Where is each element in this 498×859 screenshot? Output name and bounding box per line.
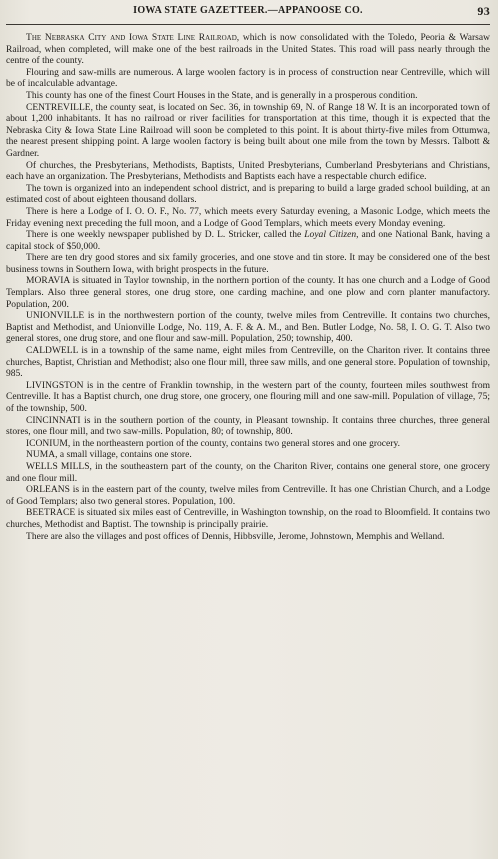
page-header: [6, 4, 490, 18]
paragraph-text: is situated six miles east of Centreville, in Washington township, on the road to Bloomfield. It contains two churches, Methodist and Baptist. The township is principally prairie.: [6, 508, 490, 530]
paragraph-text: in the northeastern portion of the county, contains two general stores and one grocery.: [70, 438, 400, 449]
paragraph-text: The town is organized into an independent school district, and is preparing to build a large graded school building, at an estimated cost of about eighteen thousand dollars.: [6, 183, 490, 206]
paragraph-text: is situated in Taylor township, in the northern portion of the county. It has one church and a Lodge of Good Templars. Also three general stores, one drug store, one carding machine, and one plow and corn planter manufactory. Population, 200.: [6, 276, 490, 310]
paragraph: [6, 103, 490, 161]
paragraph-text: Flouring and saw-mills are numerous. A large woolen factory is in process of construction near Centreville, which will be of incalculable advantage.: [6, 67, 490, 90]
paragraph: [6, 184, 490, 207]
paragraph: [6, 439, 490, 451]
paragraph: [6, 416, 490, 439]
paragraph-text: There are ten dry good stores and six family groceries, and one stove and tin store. It may be considered one of the best business towns in Southern Iowa, with bright prospects in the future.: [6, 253, 490, 275]
paragraph: [6, 276, 490, 311]
newspaper-title: Loyal Citizen: [304, 230, 357, 241]
paragraph-text: There is one weekly newspaper published by D. L. Stricker, called the: [26, 230, 305, 241]
paragraph: [6, 381, 490, 416]
paragraph-text: Of churches, the Presbyterians, Methodists, Baptists, United Presbyterians, Cumberland Presbyterians and Christians, each have an organization. The Presbyterians, Methodists and Baptists each have a respectable church edifice.: [6, 160, 490, 183]
paragraph-text: which is now consolidated with the Toledo, Peoria & Warsaw Railroad, when completed, will make one of the best railroads in the United States. This road will pass nearly through the centre of the county.: [6, 33, 490, 67]
place-name: BEETRACE: [26, 508, 76, 519]
running-title: IOWA STATE GAZETTEER.—APPANOOSE CO.: [133, 5, 363, 16]
paragraph: [6, 207, 490, 230]
paragraph: [6, 253, 490, 276]
place-name: WELLS MILLS,: [26, 461, 92, 472]
header-rule: [6, 24, 490, 25]
paragraph: [6, 68, 490, 91]
paragraph-text: There is here a Lodge of I. O. O. F., No. 77, which meets every Saturday evening, a Masonic Lodge, which meets the Friday evening next preceding the full moon, and a Lodge of Good Templars, which meets every Monday evening.: [6, 206, 490, 229]
paragraph: [6, 508, 490, 531]
place-name: CALDWELL: [26, 346, 79, 357]
paragraph: [6, 161, 490, 184]
place-name: CENTREVILLE,: [26, 102, 93, 113]
paragraph: [6, 230, 490, 253]
paragraph: [6, 91, 490, 103]
paragraph-text: is in the centre of Franklin township, in the western part of the county, fourteen miles southwest from Centreville. It has a Baptist church, one drug store, one grocery, one flouring mill and one saw-mill. Population of village, 75; of the township, 500.: [6, 380, 490, 414]
paragraph-text: is in the northwestern portion of the county, twelve miles from Centreville. It contains two churches, Baptist and Methodist, and Unionville Lodge, No. 119, A. F. & A. M., and Ben. Butler Lodge, No. 58, I. O. G. T. Also two general stores, one drug store, and one flour and saw-mill. Population, 250; township, 400.: [6, 311, 490, 345]
paragraph: [6, 311, 490, 346]
place-name: CINCINNATI: [26, 415, 81, 426]
paragraph: [6, 450, 490, 462]
place-name: LIVINGSTON: [26, 380, 84, 391]
paragraph-text: There are also the villages and post offices of Dennis, Hibbsville, Jerome, Johnstown, Memphis and Welland.: [26, 531, 445, 542]
place-name: The Nebraska City and Iowa State Line Railroad,: [26, 33, 240, 43]
place-name: NUMA,: [26, 450, 58, 461]
paragraph: [6, 346, 490, 381]
place-name: ICONIUM,: [26, 438, 71, 449]
paragraph-text: This county has one of the finest Court Houses in the State, and is generally in a prosperous condition.: [26, 90, 418, 101]
paragraph-text: is in the southern portion of the county, in Pleasant township. It contains three churches, three general stores, one flour mill, and two saw-mills. Population, 80; of township, 800.: [6, 415, 490, 438]
place-name: MORAVIA: [26, 276, 70, 287]
page-number: 93: [477, 4, 490, 18]
paragraph-text: the county seat, is located on Sec. 36, in township 69, N. of Range 18 W. It is an incorporated town of about 1,200 inhabitants. It has no railroad or river facilities for transportation at this time, though it is expected that the Nebraska City & Iowa State Line Railroad will soon be completed to this point. It is about thirty-five miles from Ottumwa, the nearest present shipping point. A large woolen factory is being built about one mile from the town by Messrs. Talbott & Gardner.: [6, 102, 490, 159]
paragraph-text-tail: , and one National Bank, having a capital stock of $50,000.: [6, 230, 490, 252]
paragraph: [6, 462, 490, 485]
paragraph: [6, 532, 490, 544]
paragraph-text: is in the eastern part of the county, twelve miles from Centreville. It has one Christian Church, and a Lodge of Good Templars; also two general stores. Population, 100.: [6, 485, 490, 507]
paragraph: [6, 485, 490, 508]
place-name: ORLEANS: [26, 485, 70, 496]
paragraph-text: a small village, contains one store.: [57, 450, 192, 461]
article-body: [6, 33, 490, 543]
place-name: UNIONVILLE: [26, 311, 85, 322]
paragraph-text: in the southeastern part of the county, on the Chariton River, contains one general store, one grocery and one flour mill.: [6, 461, 491, 484]
paragraph-text: is in a township of the same name, eight miles from Centreville, on the Chariton river. It contains three churches, Baptist, Christian and Methodist; also one flour mill, three saw mills, and one general store. Population of township, 985.: [6, 346, 490, 380]
paragraph: [6, 33, 490, 68]
